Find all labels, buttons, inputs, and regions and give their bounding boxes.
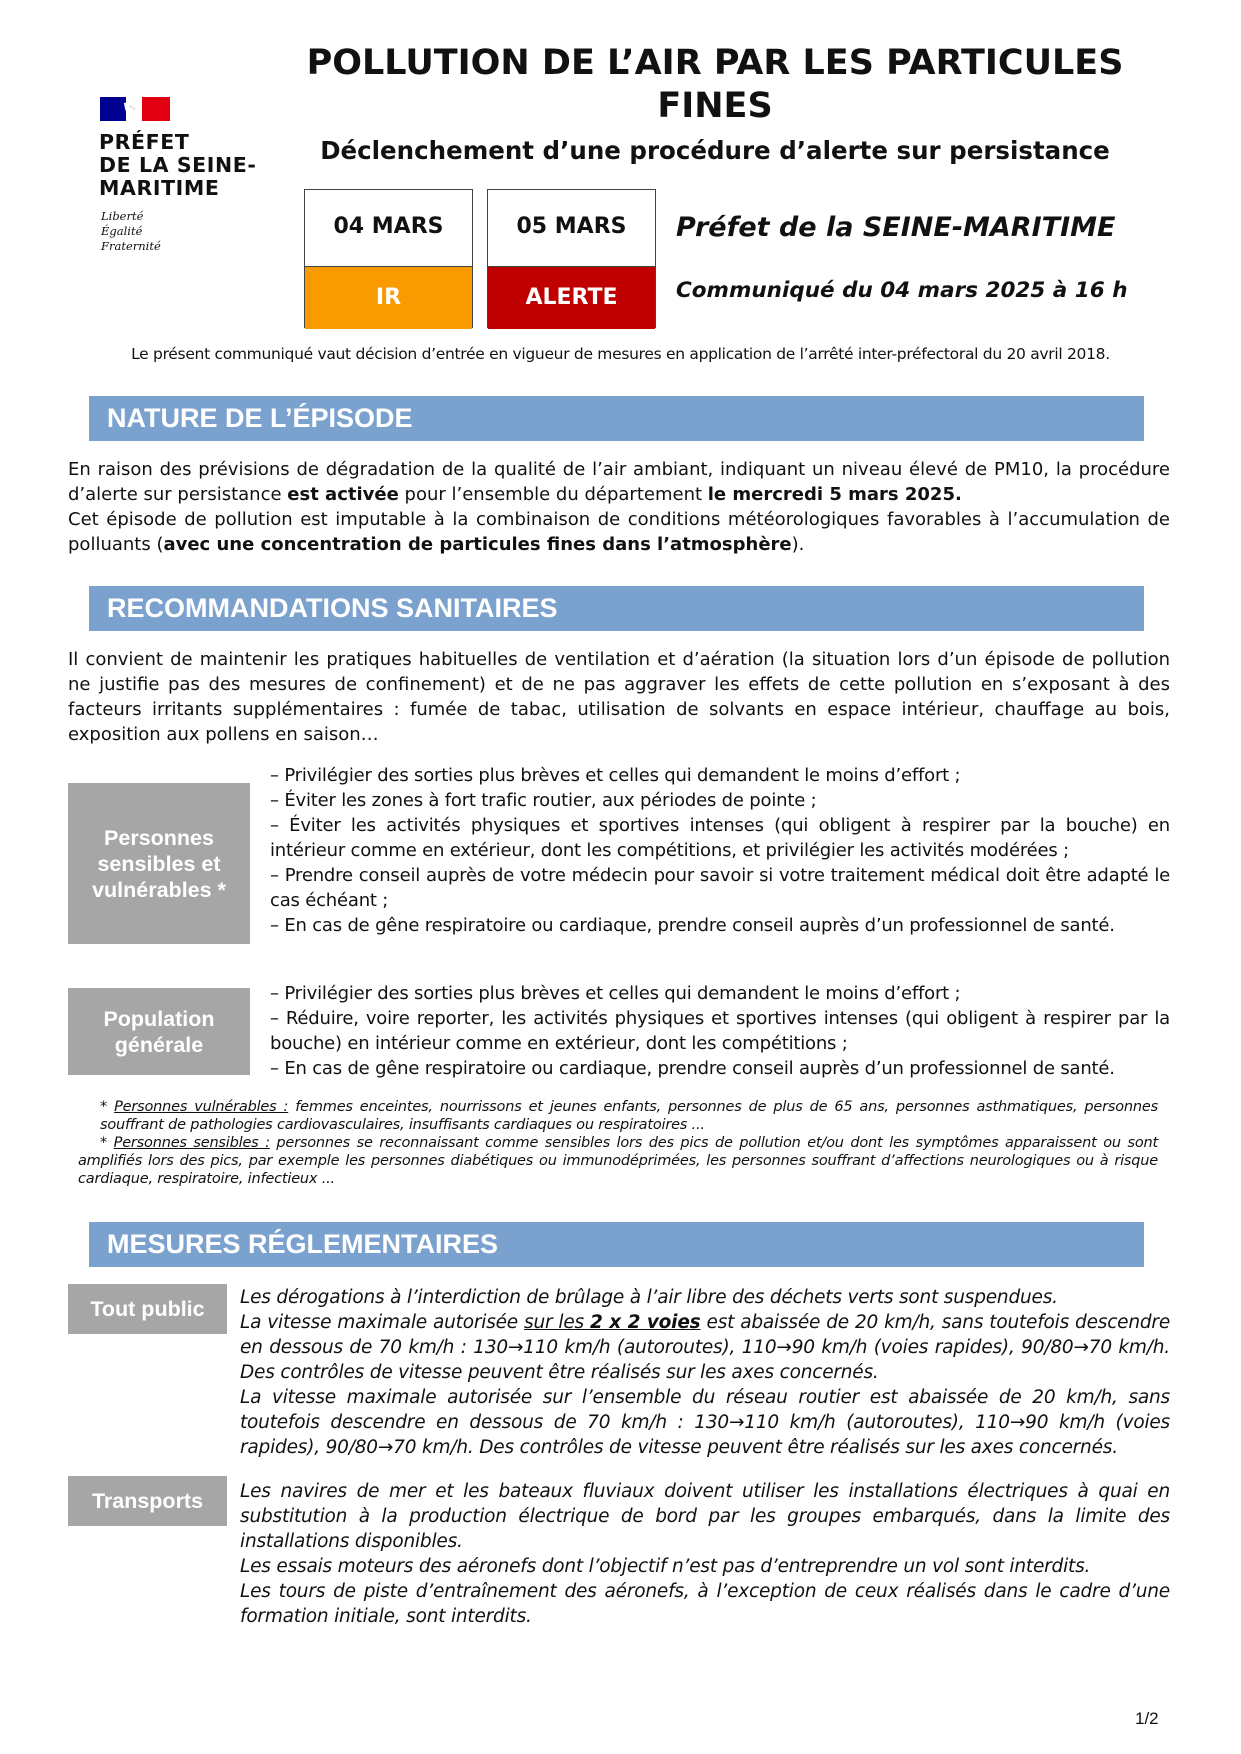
list-item: – En cas de gêne respiratoire ou cardiaque, prendre conseil auprès d’un professionnel de santé.: [270, 915, 1115, 936]
day-level: IR: [305, 266, 472, 329]
motto-line: Égalité: [101, 224, 143, 238]
footnote-sensibles: [78, 1134, 1158, 1188]
measure-paragraph: Les dérogations à l’interdiction de brûlage à l’air libre des déchets verts sont suspendues.: [240, 1287, 1058, 1308]
day-date: 05 MARS: [516, 214, 627, 239]
text-bold: est activée: [287, 484, 399, 505]
page-number: 1/2: [1135, 1709, 1159, 1728]
nature-text: [68, 457, 1170, 557]
measure-paragraph: La vitesse maximale autorisée sur l’ensemble du réseau routier est abaissée de 20 km/h, sans toutefois descendre en dessous de 70 km/h : 130→110 km/h (autoroutes), 110→90 km/h (voies rapides), 90/80→70 km/h. Des contrôles de vitesse peuvent être réalisés sur les axes concernés.: [240, 1387, 1170, 1458]
category-population: [68, 988, 250, 1075]
footnote-text: personnes se reconnaissant comme sensibles lors des pics de pollution et/ou dont les symptômes apparaissent ou sont amplifiés lors des pics, par exemple les personnes diabétiques ou immunodéprimées, les personnes souffrant d’affections neurologiques ou à risque cardiaque, respiratoire, infectieux ...: [78, 1135, 1158, 1187]
day-level: ALERTE: [488, 266, 655, 329]
transports-text: [240, 1479, 1170, 1629]
list-item: – Réduire, voire reporter, les activités physiques et sportives intenses (qui obligent à respirer par la bouche) en intérieur comme en extérieur, dont les compétitions ;: [270, 1008, 1170, 1054]
reco-intro: Il convient de maintenir les pratiques habituelles de ventilation et d’aération (la situation lors d’un épisode de pollution ne justifie pas des mesures de confinement) et de ne pas aggraver les effets de cette pollution en s’exposant à des facteurs irritants supplémentaires : fumée de tabac, utilisation de solvants en espace intérieur, chauffage au bois, exposition aux pollens en saison…: [68, 649, 1170, 745]
population-list: [270, 981, 1170, 1081]
text-underlined: sur les: [524, 1312, 590, 1333]
motto: [101, 209, 161, 254]
motto-line: Fraternité: [101, 239, 161, 253]
day-box-1: [304, 189, 473, 328]
day-box-2: [487, 189, 656, 328]
category-label: Tout public: [90, 1296, 205, 1321]
category-label: Population générale: [103, 1006, 215, 1057]
list-item: – Éviter les activités physiques et sportives intenses (qui obligent à respirer par la bouche) en intérieur comme en extérieur, dont les compétitions, et privilégier les activités modérées ;: [270, 815, 1170, 861]
org-line: DE LA SEINE-: [99, 153, 257, 177]
footnote-term: Personnes vulnérables :: [114, 1099, 289, 1115]
category-tout-public: [68, 1284, 227, 1334]
text-bold: avec une concentration de particules fines dans l’atmosphère: [163, 534, 792, 555]
footnotes: [78, 1098, 1158, 1188]
text-bold: 2 x 2 voies: [590, 1312, 701, 1333]
title-line: FINES: [657, 86, 773, 126]
motto-line: Liberté: [101, 209, 144, 223]
list-item: – Privilégier des sorties plus brèves et celles qui demandent le moins d’effort ;: [270, 983, 961, 1004]
section-header-mesures: MESURES RÉGLEMENTAIRES: [89, 1222, 1144, 1267]
category-sensibles: [68, 783, 250, 944]
prefect-label: Préfet de la SEINE-MARITIME: [676, 212, 1116, 243]
text: est abaissée de 20 km/h, sans toutefois descendre en dessous de 70 km/h : 130→110 km/h (autoroutes), 110→90 km/h (voies rapides), 90/80→70 km/h. Des contrôles de vitesse peuvent être réalisés sur les axes concernés.: [240, 1312, 1171, 1383]
measure-paragraph: [240, 1310, 1170, 1385]
tout-public-text: [240, 1285, 1170, 1460]
section-header-recommandations: RECOMMANDATIONS SANITAIRES: [89, 586, 1144, 631]
intro-statement: Le présent communiqué vaut décision d’entrée en vigueur de mesures en application de l’arrêté inter-préfectoral du 20 avril 2018.: [131, 345, 1110, 363]
list-item: – Privilégier des sorties plus brèves et celles qui demandent le moins d’effort ;: [270, 765, 961, 786]
footnote-term: Personnes sensibles :: [113, 1135, 270, 1151]
text: La vitesse maximale autorisée: [240, 1312, 525, 1333]
text: En raison des prévisions de dégradation de la qualité de l’air ambiant, indiquant un niveau élevé de PM10, la procédure d’alerte sur persistance: [68, 459, 1170, 505]
category-label: Personnes sensibles et vulnérables *: [92, 825, 226, 902]
sensibles-list: [270, 763, 1170, 938]
list-item: – Prendre conseil auprès de votre médecin pour savoir si votre traitement médical doit être adapté le cas échéant ;: [270, 865, 1170, 911]
footnote-vulnerables: [78, 1098, 1158, 1134]
org-line: MARITIME: [99, 176, 220, 200]
text: ).: [791, 534, 805, 555]
section-header-nature: NATURE DE L’ÉPISODE: [89, 396, 1144, 441]
measure-paragraph: Les navires de mer et les bateaux fluviaux doivent utiliser les installations électriques à quai en substitution à la production électrique de bord par les groupes embarqués, dans la limite des installations disponibles.: [240, 1481, 1170, 1552]
category-transports: [68, 1476, 227, 1526]
page-title: [300, 42, 1130, 128]
text: pour l’ensemble du département: [398, 484, 708, 505]
page-subtitle: Déclenchement d’une procédure d’alerte sur persistance: [320, 136, 1110, 165]
communique-date: Communiqué du 04 mars 2025 à 16 h: [676, 278, 1128, 303]
prefecture-name: [99, 131, 257, 200]
text-bold: le mercredi 5 mars 2025.: [707, 484, 962, 505]
category-label: Transports: [91, 1488, 204, 1513]
marianne-flag-logo: [100, 97, 170, 121]
footnote-text: femmes enceintes, nourrissons et jeunes enfants, personnes de plus de 65 ans, personnes asthmatiques, personnes souffrant de pathologies cardiovasculaires, insuffisants cardiaques ou respiratoires ...: [100, 1099, 1158, 1133]
title-line: POLLUTION DE L’AIR PAR LES PARTICULES: [306, 43, 1124, 83]
footnote-star: *: [100, 1099, 115, 1115]
list-item: – En cas de gêne respiratoire ou cardiaque, prendre conseil auprès d’un professionnel de santé.: [270, 1058, 1115, 1079]
footnote-star: *: [100, 1135, 114, 1151]
measure-paragraph: Les essais moteurs des aéronefs dont l’objectif n’est pas d’entreprendre un vol sont interdits.: [240, 1556, 1091, 1577]
measure-paragraph: Les tours de piste d’entraînement des aéronefs, à l’exception de ceux réalisés dans le cadre d’une formation initiale, sont interdits.: [240, 1581, 1170, 1627]
text: Cet épisode de pollution est imputable à la combinaison de conditions météorologiques favorables à l’accumulation de polluants (: [68, 509, 1170, 555]
list-item: – Éviter les zones à fort trafic routier, aux périodes de pointe ;: [270, 790, 817, 811]
org-line: PRÉFET: [99, 130, 190, 154]
day-date: 04 MARS: [333, 214, 444, 239]
